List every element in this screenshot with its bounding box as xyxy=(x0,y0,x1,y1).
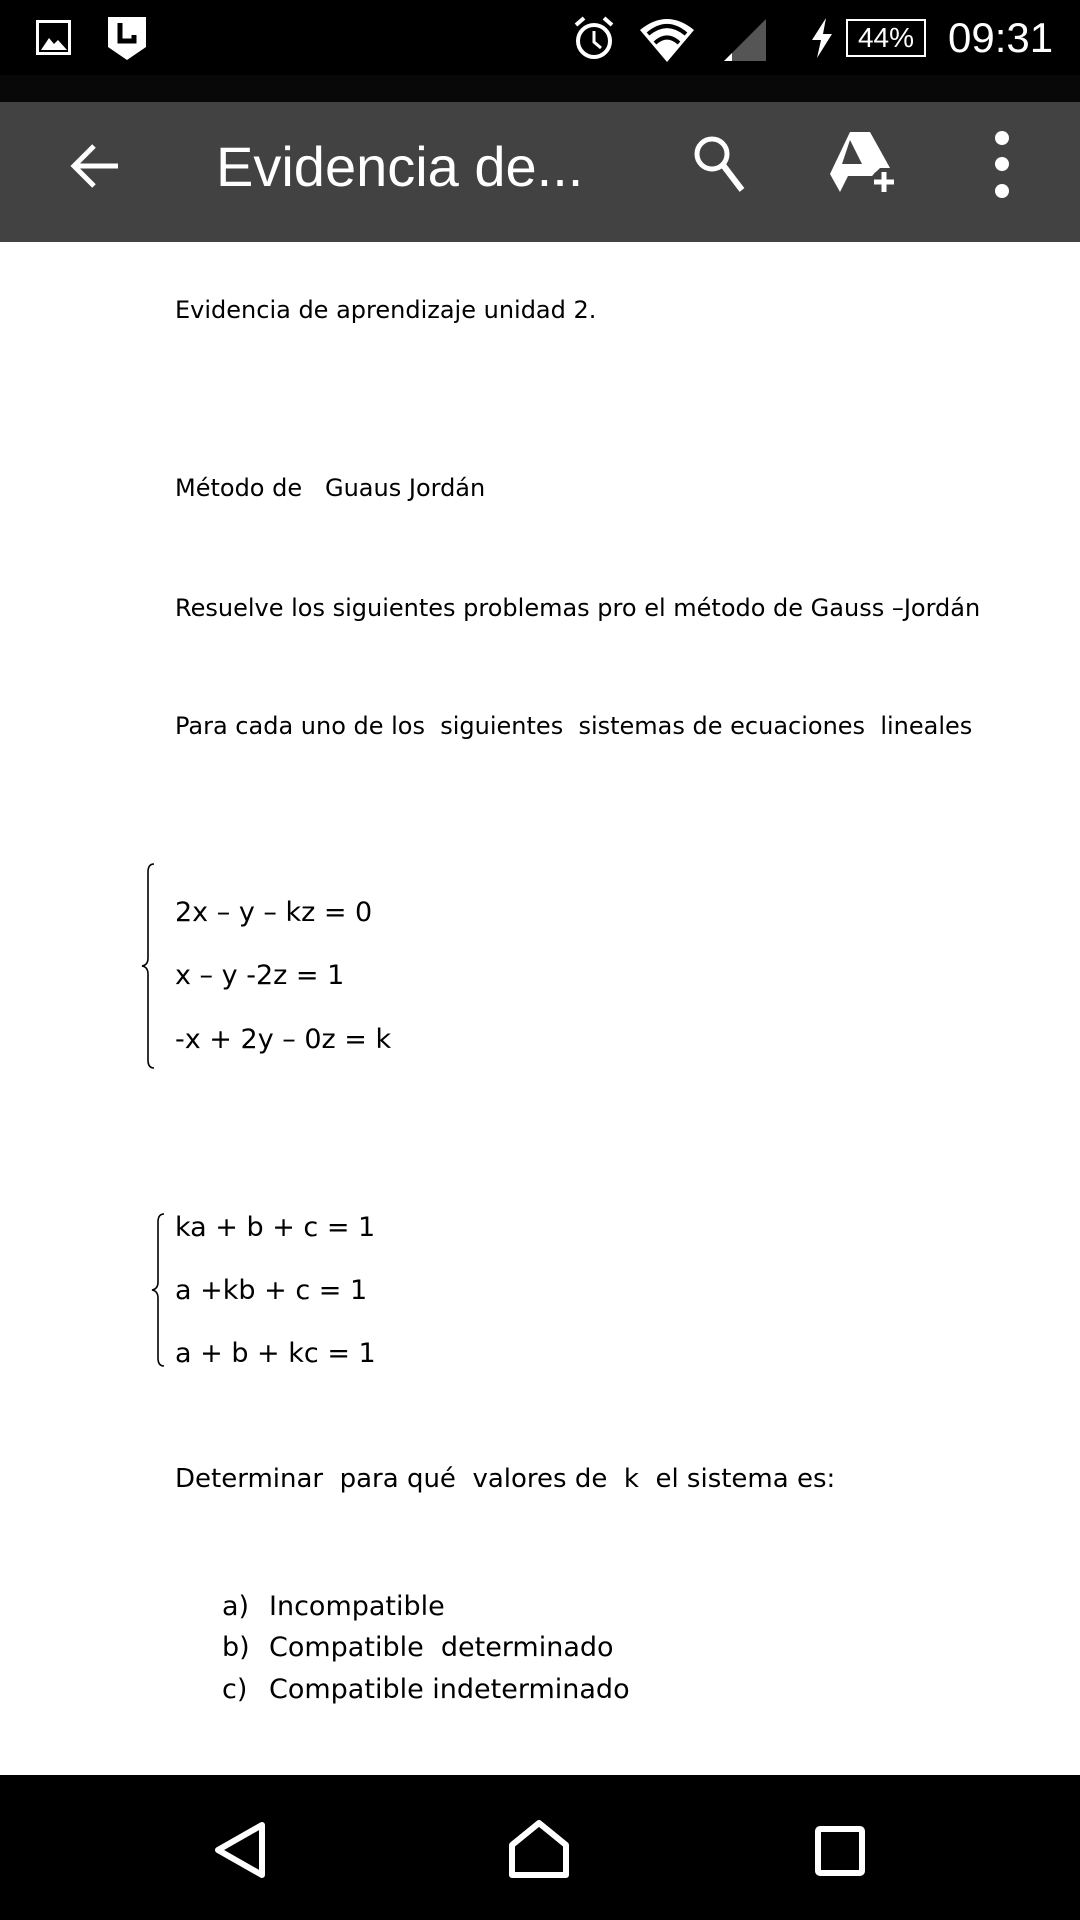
option-text: Compatible determinado xyxy=(269,1632,614,1663)
back-arrow-icon[interactable] xyxy=(68,138,124,194)
recents-icon[interactable] xyxy=(814,1825,866,1877)
equation: -x + 2y – 0z = k xyxy=(175,1024,392,1055)
signal-icon xyxy=(722,17,770,63)
battery-level: 44% xyxy=(857,22,915,53)
option-marker: c) xyxy=(222,1674,248,1705)
equation: a +kb + c = 1 xyxy=(175,1275,368,1306)
home-icon[interactable] xyxy=(508,1819,570,1879)
gallery-icon xyxy=(36,20,72,56)
intro-text: Para cada uno de los siguientes sistemas de ecuaciones lineales xyxy=(175,712,973,740)
instruction-text: Resuelve los siguientes problemas pro el método de Gauss –Jordán xyxy=(175,594,981,622)
brace-system-1 xyxy=(140,862,160,1070)
alarm-icon xyxy=(572,15,616,61)
method-heading: Método de Guaus Jordán xyxy=(175,474,486,502)
option-marker: b) xyxy=(222,1632,250,1663)
brace-system-2 xyxy=(150,1212,170,1368)
shield-app-icon xyxy=(106,15,148,61)
option-text: Compatible indeterminado xyxy=(269,1674,630,1705)
clock: 09:31 xyxy=(948,14,1054,61)
equation: 2x – y – kz = 0 xyxy=(175,897,373,928)
more-vert-icon[interactable] xyxy=(988,130,1016,200)
search-icon[interactable] xyxy=(690,132,750,196)
equation: a + b + kc = 1 xyxy=(175,1338,376,1369)
charging-icon xyxy=(810,18,834,58)
question-text: Determinar para qué valores de k el sistema es: xyxy=(175,1464,836,1494)
equation: x – y -2z = 1 xyxy=(175,960,345,991)
document-title: Evidencia de aprendizaje unidad 2. xyxy=(175,296,597,324)
navigation-bar xyxy=(0,1775,1080,1920)
equation: ka + b + c = 1 xyxy=(175,1212,376,1243)
wifi-icon xyxy=(638,16,696,64)
battery-icon xyxy=(846,19,926,57)
drive-add-icon[interactable] xyxy=(828,130,898,196)
status-strip xyxy=(0,75,1080,102)
document-viewer[interactable] xyxy=(0,242,1080,1775)
option-marker: a) xyxy=(222,1591,250,1622)
status-bar xyxy=(0,0,1080,75)
app-toolbar xyxy=(0,102,1080,242)
back-triangle-icon[interactable] xyxy=(212,1821,270,1879)
option-text: Incompatible xyxy=(269,1591,445,1622)
toolbar-title: Evidencia de... xyxy=(216,135,584,198)
